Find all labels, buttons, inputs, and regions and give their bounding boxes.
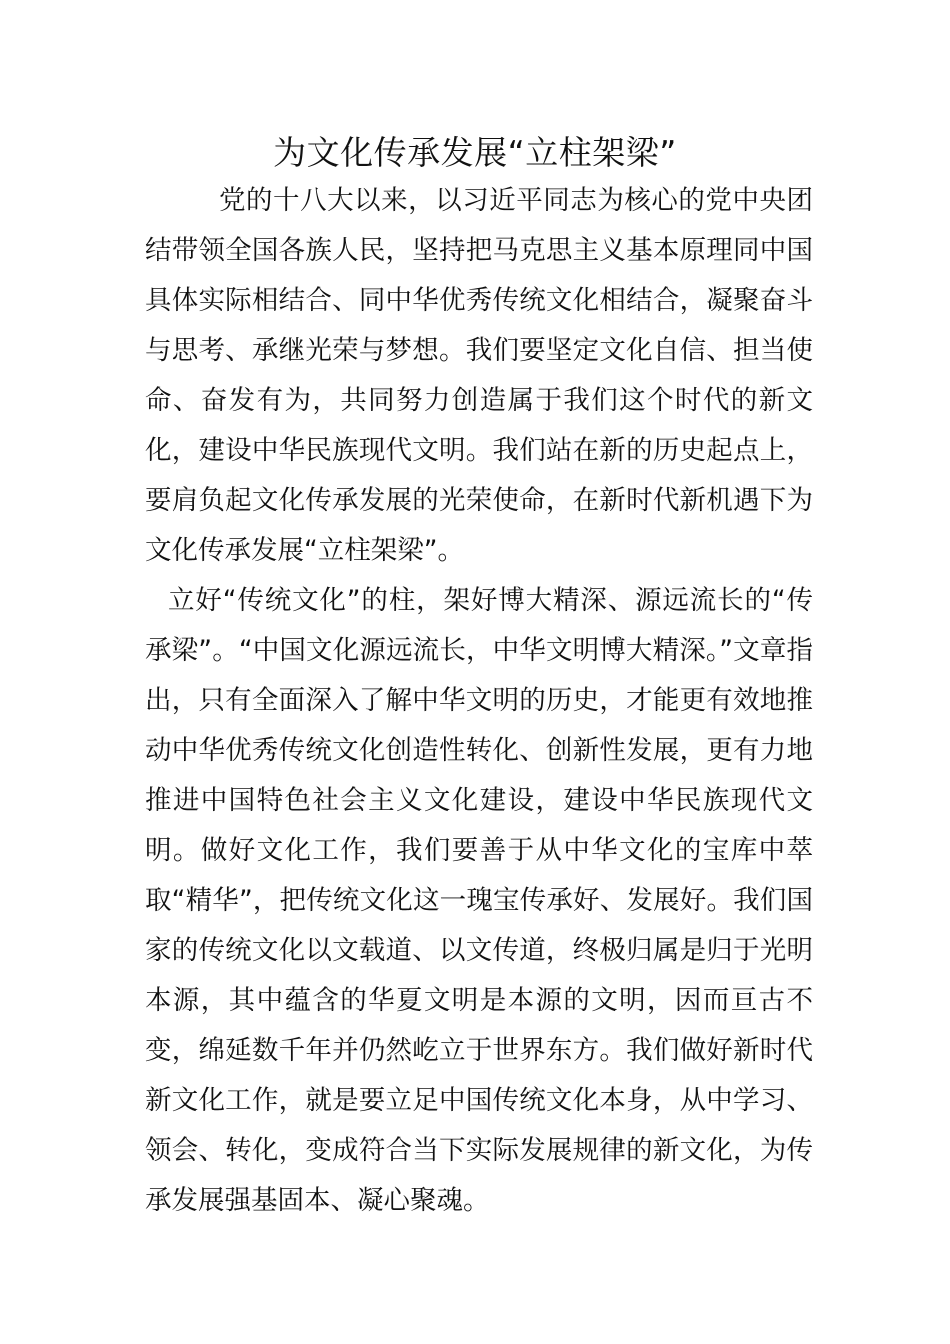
document-title: 为文化传承发展“立柱架梁” xyxy=(273,133,677,172)
paragraph-2: 立好“传统文化”的柱，架好博大精深、源远流长的“传承梁”。“中国文化源远流长，中华文明博大精深。”文章指出，只有全面深入了解中华文明的历史，才能更有效地推动中华优秀传统文化创造性转化、创新性发展，更有力地推进中国特色社会主义文化建设，建设中华民族现代文明。做好文化工作，我们要善于从中华文化的宝库中萃取“精华”，把传统文化这一瑰宝传承好、发展好。我们国家的传统文化以文载道、以文传道，终极归属是归于光明本源，其中蕴含的华夏文明是本源的文明，因而亘古不变，绵延数千年并仍然屹立于世界东方。我们做好新时代新文化工作，就是要立足中国传统文化本身，从中学习、领会、转化，变成符合当下实际发展规律的新文化，为传承发展强基固本、凝心聚魂。 xyxy=(145,585,813,1216)
document-body xyxy=(145,176,813,1226)
paragraph-1: 党的十八大以来，以习近平同志为核心的党中央团结带领全国各族人民，坚持把马克思主义基本原理同中国具体实际相结合、同中华优秀传统文化相结合，凝聚奋斗与思考、承继光荣与梦想。我们要坚定文化自信、担当使命、奋发有为，共同努力创造属于我们这个时代的新文化，建设中华民族现代文明。我们站在新的历史起点上，要肩负起文化传承发展的光荣使命，在新时代新机遇下为文化传承发展“立柱架梁”。 xyxy=(145,185,813,566)
